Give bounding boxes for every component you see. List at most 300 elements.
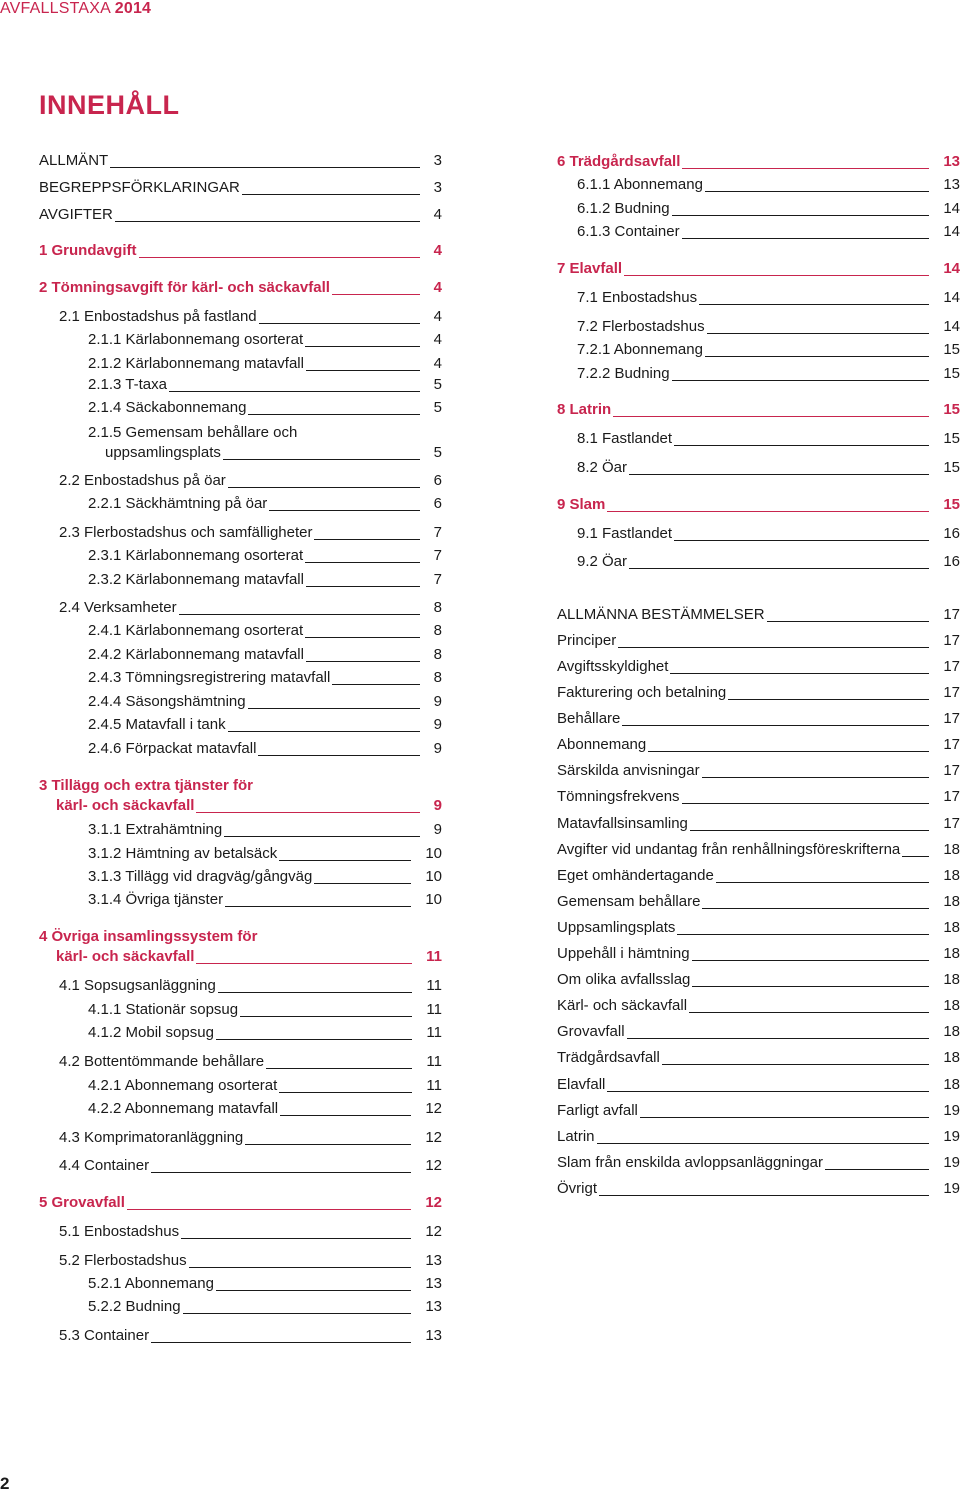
toc-entry-4-1-1-stationar-sopsug[interactable] bbox=[39, 1001, 442, 1019]
toc-entry-2-4-2-karlabonnemang-matavfall[interactable] bbox=[39, 646, 442, 664]
toc-entry-9-1-fastlandet[interactable] bbox=[557, 525, 960, 543]
toc-entry-2-tomningsavgift-for-karl-och-sackavfall[interactable] bbox=[39, 279, 442, 297]
toc-entry-label: 9.1 Fastlandet bbox=[577, 525, 673, 542]
toc-entry-page: 8 bbox=[433, 669, 442, 686]
leader-line bbox=[218, 992, 412, 993]
toc-entry-label: Abonnemang bbox=[557, 736, 647, 753]
toc-entry-page: 18 bbox=[943, 893, 960, 910]
toc-entry-label: 7.2 Flerbostadshus bbox=[577, 318, 705, 335]
leader-line bbox=[248, 414, 420, 415]
leader-line bbox=[627, 1038, 929, 1039]
toc-entry-7-elavfall[interactable] bbox=[557, 260, 960, 278]
toc-entry-page: 12 bbox=[425, 1129, 442, 1146]
toc-entry-page: 15 bbox=[943, 341, 960, 358]
toc-entry-page: 18 bbox=[943, 1023, 960, 1040]
toc-entry-label: ALLMÄNNA BESTÄMMELSER bbox=[557, 606, 765, 623]
toc-entry-3-1-3-tillagg-vid-dragvag-gangvag[interactable] bbox=[39, 868, 442, 886]
leader-line bbox=[225, 906, 411, 907]
leader-line bbox=[640, 1117, 929, 1118]
toc-entry-page: 17 bbox=[943, 684, 960, 701]
header-year: 2014 bbox=[114, 0, 152, 17]
leader-line bbox=[692, 986, 929, 987]
leader-line bbox=[613, 416, 929, 417]
leader-line bbox=[279, 860, 411, 861]
toc-entry-label: 2.1.4 Säckabonnemang bbox=[88, 399, 247, 416]
leader-line bbox=[115, 221, 420, 222]
toc-entry-label: 2.1.3 T-taxa bbox=[88, 376, 167, 393]
toc-entry-3-tillagg-och-extra-tjanster-for[interactable] bbox=[39, 777, 442, 815]
toc-entry-tomningsfrekvens[interactable] bbox=[557, 788, 960, 806]
leader-line bbox=[179, 614, 420, 615]
toc-entry-label: Om olika avfallsslag bbox=[557, 971, 691, 988]
toc-entry-behallare[interactable] bbox=[557, 710, 960, 728]
toc-entry-label: 2.3 Flerbostadshus och samfälligheter bbox=[59, 524, 313, 541]
toc-entry-2-4-5-matavfall-i-tank[interactable] bbox=[39, 716, 442, 734]
toc-entry-label: Övrigt bbox=[557, 1180, 598, 1197]
toc-entry-label: 3.1.4 Övriga tjänster bbox=[88, 891, 224, 908]
toc-entry-5-grovavfall[interactable] bbox=[39, 1194, 442, 1212]
leader-line bbox=[306, 661, 420, 662]
toc-entry-page: 3 bbox=[433, 152, 442, 169]
toc-entry-label: 2.4 Verksamheter bbox=[59, 599, 177, 616]
toc-entry-page: 9 bbox=[433, 797, 442, 814]
toc-entry-page: 8 bbox=[433, 646, 442, 663]
toc-entry-6-1-1-abonnemang[interactable] bbox=[557, 176, 960, 194]
toc-entry-page: 17 bbox=[943, 762, 960, 779]
toc-entry-2-4-verksamheter[interactable] bbox=[39, 599, 442, 617]
toc-entry-8-latrin[interactable] bbox=[557, 401, 960, 419]
toc-entry-page: 18 bbox=[943, 997, 960, 1014]
leader-line bbox=[629, 474, 929, 475]
toc-entry-page: 4 bbox=[433, 331, 442, 348]
toc-entry-page: 17 bbox=[943, 632, 960, 649]
toc-entry-label: Latrin bbox=[557, 1128, 595, 1145]
leader-line bbox=[228, 487, 420, 488]
toc-entry-page: 14 bbox=[943, 289, 960, 306]
toc-entry-label: Avgifter vid undantag från renhållningsföreskrifterna bbox=[557, 841, 901, 858]
toc-entry-om-olika-avfallsslag[interactable] bbox=[557, 971, 960, 989]
toc-entry-uppehall-i-hamtning[interactable] bbox=[557, 945, 960, 963]
toc-entry-page: 11 bbox=[426, 977, 442, 994]
toc-entry-page: 14 bbox=[943, 318, 960, 335]
toc-entry-label: 4.1 Sopsugsanläggning bbox=[59, 977, 216, 994]
toc-entry-page: 13 bbox=[943, 153, 960, 170]
toc-entry-label: 5.1 Enbostadshus bbox=[59, 1223, 180, 1240]
toc-entry-tradgardsavfall[interactable] bbox=[557, 1049, 960, 1067]
toc-entry-2-4-6-forpackat-matavfall[interactable] bbox=[39, 740, 442, 758]
toc-entry-2-4-1-karlabonnemang-osorterat[interactable] bbox=[39, 622, 442, 640]
toc-entry-label: 4.1.2 Mobil sopsug bbox=[88, 1024, 214, 1041]
leader-line bbox=[305, 346, 420, 347]
leader-line bbox=[216, 1039, 412, 1040]
toc-entry-label: 4.1.1 Stationär sopsug bbox=[88, 1001, 239, 1018]
toc-entry-page: 17 bbox=[943, 658, 960, 675]
toc-entry-page: 17 bbox=[943, 710, 960, 727]
toc-entry-avgifter-vid-undantag-fran-renhallningsforeskrifterna[interactable] bbox=[557, 841, 960, 859]
toc-entry-label: 6 Trädgårdsavfall bbox=[557, 153, 681, 170]
leader-line bbox=[902, 856, 929, 857]
toc-entry-6-1-3-container[interactable] bbox=[557, 223, 960, 241]
toc-entry-page: 8 bbox=[433, 599, 442, 616]
toc-entry-label: 6.1.3 Container bbox=[577, 223, 680, 240]
toc-entry-label: 4.4 Container bbox=[59, 1157, 150, 1174]
toc-entry-page: 9 bbox=[433, 740, 442, 757]
toc-entry-gemensam-behallare[interactable] bbox=[557, 893, 960, 911]
toc-entry-2-1-5-gemensam-behallare-och[interactable] bbox=[39, 424, 442, 462]
toc-entry-page: 5 bbox=[433, 444, 442, 461]
toc-entry-7-2-1-abonnemang[interactable] bbox=[557, 341, 960, 359]
leader-line bbox=[674, 445, 929, 446]
toc-entry-page: 19 bbox=[943, 1128, 960, 1145]
toc-entry-label: 1 Grundavgift bbox=[39, 242, 137, 259]
toc-entry-page: 4 bbox=[433, 242, 442, 259]
leader-line bbox=[672, 380, 929, 381]
leader-line bbox=[314, 539, 420, 540]
toc-entry-4-2-bottentommande-behallare[interactable] bbox=[39, 1053, 442, 1071]
leader-line bbox=[629, 568, 929, 569]
toc-entry-label: 4.2.2 Abonnemang matavfall bbox=[88, 1100, 279, 1117]
leader-line bbox=[707, 333, 929, 334]
toc-entry-4-4-container[interactable] bbox=[39, 1157, 442, 1175]
toc-entry-label: 9.2 Öar bbox=[577, 553, 628, 570]
leader-line bbox=[258, 755, 420, 756]
toc-entry-principer[interactable] bbox=[557, 632, 960, 650]
toc-entry-page: 8 bbox=[433, 622, 442, 639]
toc-entry-page: 18 bbox=[943, 919, 960, 936]
toc-entry-2-4-3-tomningsregistrering-matavfall[interactable] bbox=[39, 669, 442, 687]
toc-entry-label: Tömningsfrekvens bbox=[557, 788, 680, 805]
toc-entry-page: 13 bbox=[425, 1275, 442, 1292]
leader-line bbox=[196, 963, 412, 964]
toc-entry-begreppsforklaringar[interactable] bbox=[39, 179, 442, 197]
toc-entry-2-1-2-karlabonnemang-matavfall[interactable] bbox=[39, 355, 442, 373]
toc-entry-label: Principer bbox=[557, 632, 617, 649]
leader-line bbox=[682, 168, 929, 169]
toc-entry-label: Uppsamlingsplats bbox=[557, 919, 676, 936]
toc-entry-3-1-4-ovriga-tjanster[interactable] bbox=[39, 891, 442, 909]
toc-entry-4-ovriga-insamlingssystem-for[interactable] bbox=[39, 928, 442, 966]
toc-entry-label: ALLMÄNT bbox=[39, 152, 109, 169]
toc-entry-page: 17 bbox=[943, 606, 960, 623]
leader-line bbox=[306, 370, 420, 371]
toc-entry-page: 11 bbox=[426, 948, 442, 965]
toc-entry-label: 2.1.2 Kärlabonnemang matavfall bbox=[88, 355, 304, 372]
toc-entry-7-1-enbostadshus[interactable] bbox=[557, 289, 960, 307]
toc-entry-9-2-oar[interactable] bbox=[557, 553, 960, 571]
leader-line bbox=[196, 812, 420, 813]
toc-entry-3-1-2-hamtning-av-betalsack[interactable] bbox=[39, 845, 442, 863]
toc-entry-2-3-2-karlabonnemang-matavfall[interactable] bbox=[39, 571, 442, 589]
toc-entry-label: 2.4.5 Matavfall i tank bbox=[88, 716, 226, 733]
toc-entry-page: 11 bbox=[426, 1077, 442, 1094]
toc-entry-label: Behållare bbox=[557, 710, 621, 727]
toc-entry-page: 15 bbox=[943, 496, 960, 513]
leader-line bbox=[139, 257, 420, 258]
running-header bbox=[0, 0, 151, 18]
toc-entry-page: 19 bbox=[943, 1154, 960, 1171]
toc-entry-allmant[interactable] bbox=[39, 152, 442, 170]
toc-entry-page: 14 bbox=[943, 260, 960, 277]
leader-line bbox=[705, 191, 929, 192]
toc-entry-latrin[interactable] bbox=[557, 1128, 960, 1146]
toc-entry-2-4-4-sasongshamtning[interactable] bbox=[39, 693, 442, 711]
leader-line bbox=[169, 391, 420, 392]
toc-entry-label: Eget omhändertagande bbox=[557, 867, 714, 884]
leader-line bbox=[279, 1092, 412, 1093]
toc-entry-label: Avgiftsskyldighet bbox=[557, 658, 669, 675]
toc-entry-label: 4.3 Komprimatoranläggning bbox=[59, 1129, 244, 1146]
toc-entry-page: 4 bbox=[433, 308, 442, 325]
toc-entry-page: 18 bbox=[943, 1076, 960, 1093]
toc-entry-5-2-flerbostadshus[interactable] bbox=[39, 1252, 442, 1270]
toc-entry-page: 18 bbox=[943, 867, 960, 884]
page-title: INNEHÅLL bbox=[39, 90, 180, 120]
toc-entry-label: 2.3.1 Kärlabonnemang osorterat bbox=[88, 547, 304, 564]
toc-entry-page: 18 bbox=[943, 1049, 960, 1066]
toc-entry-elavfall[interactable] bbox=[557, 1076, 960, 1094]
toc-entry-page: 13 bbox=[425, 1327, 442, 1344]
toc-entry-4-3-komprimatoranlaggning[interactable] bbox=[39, 1129, 442, 1147]
toc-entry-label: 3.1.3 Tillägg vid dragväg/gångväg bbox=[88, 868, 313, 885]
toc-entry-label: 6.1.2 Budning bbox=[577, 200, 670, 217]
toc-entry-label: Trädgårdsavfall bbox=[557, 1049, 660, 1066]
toc-entry-page: 5 bbox=[433, 376, 442, 393]
leader-line bbox=[662, 1064, 929, 1065]
toc-entry-page: 6 bbox=[433, 472, 442, 489]
toc-entry-page: 3 bbox=[433, 179, 442, 196]
toc-entry-grovavfall[interactable] bbox=[557, 1023, 960, 1041]
leader-line bbox=[216, 1290, 411, 1291]
leader-line bbox=[248, 708, 420, 709]
toc-entry-label: Särskilda anvisningar bbox=[557, 762, 700, 779]
toc-entry-2-1-4-sackabonnemang[interactable] bbox=[39, 399, 442, 417]
leader-line bbox=[110, 167, 420, 168]
toc-entry-label: Kärl- och säckavfall bbox=[557, 997, 688, 1014]
leader-line bbox=[245, 1144, 411, 1145]
toc-entry-page: 10 bbox=[425, 891, 442, 908]
toc-entry-8-1-fastlandet[interactable] bbox=[557, 430, 960, 448]
toc-entry-5-1-enbostadshus[interactable] bbox=[39, 1223, 442, 1241]
toc-entry-page: 18 bbox=[943, 971, 960, 988]
toc-entry-page: 11 bbox=[426, 1024, 442, 1041]
toc-entry-page: 9 bbox=[433, 821, 442, 838]
toc-entry-8-2-oar[interactable] bbox=[557, 459, 960, 477]
toc-entry-page: 16 bbox=[943, 553, 960, 570]
leader-line bbox=[728, 699, 929, 700]
toc-entry-5-3-container[interactable] bbox=[39, 1327, 442, 1345]
toc-entry-avgiftsskyldighet[interactable] bbox=[557, 658, 960, 676]
toc-entry-page: 13 bbox=[425, 1298, 442, 1315]
leader-line bbox=[705, 356, 929, 357]
toc-entry-page: 18 bbox=[943, 841, 960, 858]
toc-entry-slam-fran-enskilda-avloppsanlaggningar[interactable] bbox=[557, 1154, 960, 1172]
leader-line bbox=[767, 621, 929, 622]
toc-entry-4-1-sopsugsanlaggning[interactable] bbox=[39, 977, 442, 995]
toc-entry-label: 6.1.1 Abonnemang bbox=[577, 176, 703, 193]
leader-line bbox=[702, 908, 929, 909]
leader-line bbox=[692, 960, 929, 961]
toc-entry-page: 13 bbox=[425, 1252, 442, 1269]
toc-entry-page: 14 bbox=[943, 223, 960, 240]
toc-entry-label: 5.2.2 Budning bbox=[88, 1298, 181, 1315]
leader-line bbox=[151, 1172, 411, 1173]
leader-line bbox=[682, 803, 929, 804]
leader-line bbox=[280, 1115, 411, 1116]
toc-entry-label: AVGIFTER bbox=[39, 206, 113, 223]
toc-entry-page: 11 bbox=[426, 1001, 442, 1018]
toc-entry-page: 17 bbox=[943, 736, 960, 753]
toc-entry-label: 2.4.4 Säsongshämtning bbox=[88, 693, 246, 710]
toc-entry-allmanna-bestammelser[interactable] bbox=[557, 606, 960, 624]
toc-entry-5-2-2-budning[interactable] bbox=[39, 1298, 442, 1316]
toc-entry-farligt-avfall[interactable] bbox=[557, 1102, 960, 1120]
toc-entry-eget-omhandertagande[interactable] bbox=[557, 867, 960, 885]
toc-entry-label: 2.1.1 Kärlabonnemang osorterat bbox=[88, 331, 304, 348]
toc-entry-page: 19 bbox=[943, 1102, 960, 1119]
leader-line bbox=[332, 294, 420, 295]
toc-entry-label: 7 Elavfall bbox=[557, 260, 623, 277]
toc-entry-2-1-enbostadshus-pa-fastland[interactable] bbox=[39, 308, 442, 326]
toc-entry-4-2-2-abonnemang-matavfall[interactable] bbox=[39, 1100, 442, 1118]
toc-entry-label: 3.1.2 Hämtning av betalsäck bbox=[88, 845, 278, 862]
leader-line bbox=[228, 731, 420, 732]
toc-entry-2-2-1-sackhamtning-pa-oar[interactable] bbox=[39, 495, 442, 513]
toc-entry-label: 2.4.1 Kärlabonnemang osorterat bbox=[88, 622, 304, 639]
toc-entry-label: 2 Tömningsavgift för kärl- och säckavfall bbox=[39, 279, 330, 296]
toc-entry-7-2-2-budning[interactable] bbox=[557, 365, 960, 383]
toc-entry-label: 2.2.1 Säckhämtning på öar bbox=[88, 495, 268, 512]
leader-line bbox=[674, 540, 929, 541]
toc-entry-page: 15 bbox=[943, 459, 960, 476]
toc-entry-label: 8 Latrin bbox=[557, 401, 612, 418]
toc-entry-page: 11 bbox=[426, 1053, 442, 1070]
toc-entry-2-1-1-karlabonnemang-osorterat[interactable] bbox=[39, 331, 442, 349]
toc-entry-karl-och-sackavfall[interactable] bbox=[557, 997, 960, 1015]
toc-entry-matavfallsinsamling[interactable] bbox=[557, 815, 960, 833]
toc-entry-page: 7 bbox=[433, 524, 442, 541]
toc-entry-label: 7.1 Enbostadshus bbox=[577, 289, 698, 306]
toc-entry-2-3-1-karlabonnemang-osorterat[interactable] bbox=[39, 547, 442, 565]
toc-entry-page: 12 bbox=[425, 1194, 442, 1211]
toc-entry-page: 5 bbox=[433, 399, 442, 416]
toc-entry-label: Matavfallsinsamling bbox=[557, 815, 688, 832]
toc-entry-6-tradgardsavfall[interactable] bbox=[557, 153, 960, 171]
leader-line bbox=[269, 510, 420, 511]
toc-entry-page: 19 bbox=[943, 1180, 960, 1197]
leader-line bbox=[825, 1169, 929, 1170]
toc-entry-4-1-2-mobil-sopsug[interactable] bbox=[39, 1024, 442, 1042]
toc-entry-9-slam[interactable] bbox=[557, 496, 960, 514]
toc-entry-label: Farligt avfall bbox=[557, 1102, 638, 1119]
leader-line bbox=[332, 684, 420, 685]
leader-line bbox=[224, 836, 420, 837]
toc-entry-page: 7 bbox=[433, 571, 442, 588]
toc-entry-page: 17 bbox=[943, 815, 960, 832]
toc-entry-label: Slam från enskilda avloppsanläggningar bbox=[557, 1154, 824, 1171]
toc-entry-7-2-flerbostadshus[interactable] bbox=[557, 318, 960, 336]
leader-line bbox=[607, 511, 929, 512]
leader-line bbox=[306, 586, 420, 587]
leader-line bbox=[618, 647, 929, 648]
toc-entry-3-1-1-extrahamtning[interactable] bbox=[39, 821, 442, 839]
leader-line bbox=[689, 1012, 929, 1013]
leader-line bbox=[682, 238, 929, 239]
toc-entry-label: 2.3.2 Kärlabonnemang matavfall bbox=[88, 571, 304, 588]
header-prefix: AVFALLSTAXA bbox=[0, 0, 111, 17]
toc-entry-ovrigt[interactable] bbox=[557, 1180, 960, 1198]
toc-entry-label: 2.2 Enbostadshus på öar bbox=[59, 472, 226, 489]
toc-entry-sarskilda-anvisningar[interactable] bbox=[557, 762, 960, 780]
toc-entry-label: 2.4.6 Förpackat matavfall bbox=[88, 740, 257, 757]
leader-line bbox=[672, 215, 929, 216]
leader-line bbox=[223, 459, 420, 460]
leader-line bbox=[622, 725, 929, 726]
toc-entry-page: 18 bbox=[943, 945, 960, 962]
leader-line bbox=[607, 1091, 929, 1092]
toc-entry-6-1-2-budning[interactable] bbox=[557, 200, 960, 218]
page-number: 2 bbox=[0, 1474, 10, 1493]
leader-line bbox=[699, 304, 929, 305]
leader-line bbox=[242, 194, 420, 195]
leader-line bbox=[677, 934, 929, 935]
toc-entry-abonnemang[interactable] bbox=[557, 736, 960, 754]
toc-entry-label: 2.4.3 Tömningsregistrering matavfall bbox=[88, 669, 331, 686]
leader-line bbox=[181, 1238, 411, 1239]
toc-entry-page: 9 bbox=[433, 716, 442, 733]
toc-entry-page: 13 bbox=[943, 176, 960, 193]
toc-entry-page: 12 bbox=[425, 1223, 442, 1240]
toc-entry-page: 15 bbox=[943, 365, 960, 382]
toc-entry-fakturering-och-betalning[interactable] bbox=[557, 684, 960, 702]
leader-line bbox=[240, 1016, 412, 1017]
leader-line bbox=[266, 1068, 412, 1069]
leader-line bbox=[305, 562, 420, 563]
toc-entry-label-continuation: uppsamlingsplats bbox=[105, 444, 221, 461]
toc-entry-label: 4.2 Bottentömmande behållare bbox=[59, 1053, 265, 1070]
toc-entry-uppsamlingsplats[interactable] bbox=[557, 919, 960, 937]
toc-entry-page: 12 bbox=[425, 1157, 442, 1174]
toc-entry-label: 8.1 Fastlandet bbox=[577, 430, 673, 447]
toc-entry-1-grundavgift[interactable] bbox=[39, 242, 442, 260]
toc-entry-avgifter[interactable] bbox=[39, 206, 442, 224]
toc-entry-label: 2.1.5 Gemensam behållare och bbox=[88, 424, 298, 441]
toc-entry-page: 4 bbox=[433, 206, 442, 223]
toc-entry-page: 4 bbox=[433, 279, 442, 296]
toc-entry-5-2-1-abonnemang[interactable] bbox=[39, 1275, 442, 1293]
leader-line bbox=[305, 637, 420, 638]
toc-entry-label: Grovavfall bbox=[557, 1023, 625, 1040]
toc-entry-label-continuation: kärl- och säckavfall bbox=[56, 948, 195, 965]
toc-entry-page: 9 bbox=[433, 693, 442, 710]
toc-entry-label: 3 Tillägg och extra tjänster för bbox=[39, 777, 253, 794]
toc-entry-label: Uppehåll i hämtning bbox=[557, 945, 690, 962]
toc-entry-label: 4.2.1 Abonnemang osorterat bbox=[88, 1077, 278, 1094]
leader-line bbox=[189, 1267, 411, 1268]
toc-entry-2-2-enbostadshus-pa-oar[interactable] bbox=[39, 472, 442, 490]
toc-entry-label: 5.2.1 Abonnemang bbox=[88, 1275, 214, 1292]
toc-entry-label: Elavfall bbox=[557, 1076, 606, 1093]
toc-entry-label: 2.4.2 Kärlabonnemang matavfall bbox=[88, 646, 304, 663]
toc-entry-2-1-3-t-taxa[interactable] bbox=[39, 376, 442, 394]
toc-entry-2-3-flerbostadshus-och-samfalligheter[interactable] bbox=[39, 524, 442, 542]
leader-line bbox=[670, 673, 929, 674]
toc-entry-label: 2.1 Enbostadshus på fastland bbox=[59, 308, 257, 325]
toc-entry-label: 4 Övriga insamlingssystem för bbox=[39, 928, 258, 945]
leader-line bbox=[624, 275, 929, 276]
toc-entry-page: 10 bbox=[425, 868, 442, 885]
toc-entry-label: Gemensam behållare bbox=[557, 893, 701, 910]
toc-entry-4-2-1-abonnemang-osorterat[interactable] bbox=[39, 1077, 442, 1095]
